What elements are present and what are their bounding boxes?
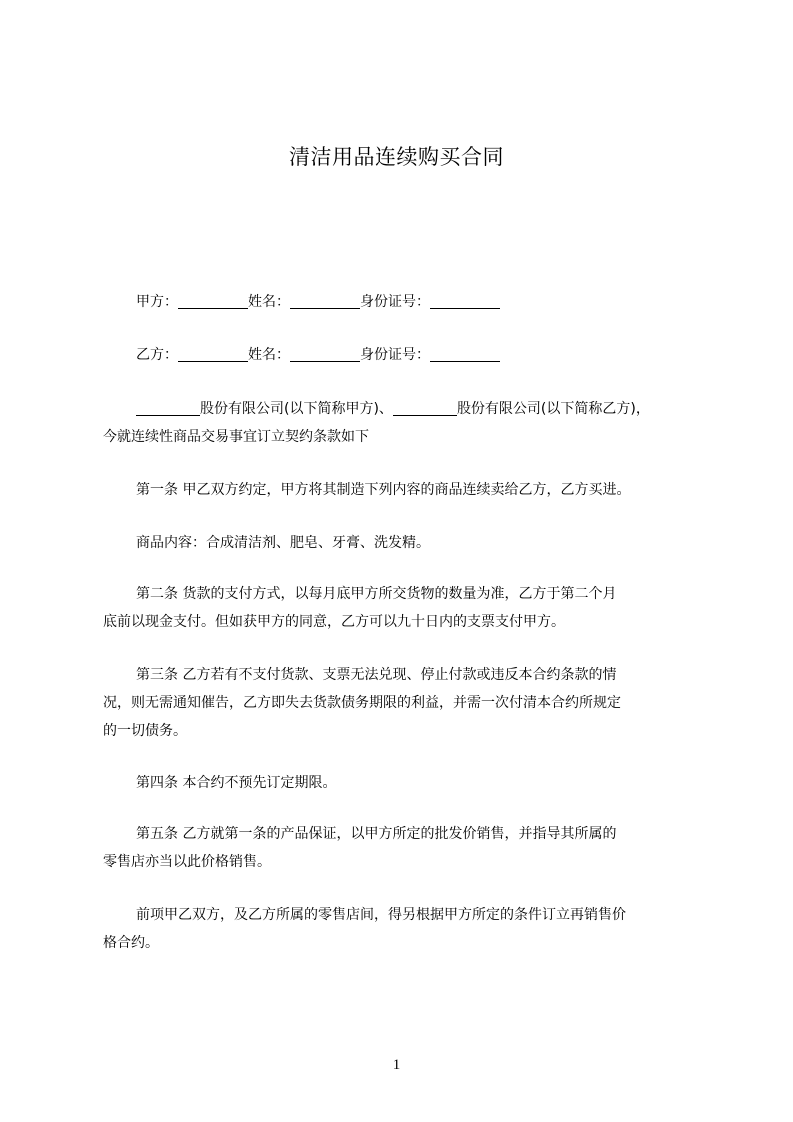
resale-paragraph — [103, 901, 703, 957]
party-a-name-blank[interactable] — [290, 292, 360, 309]
party-b-name-label: 姓名： — [248, 347, 290, 363]
article-3 — [103, 661, 703, 745]
party-b-name-blank[interactable] — [290, 345, 360, 362]
intro-line-2: 今就连续性商品交易事宜订立契约条款如下 — [103, 429, 369, 445]
intro-seg-2: 股份有限公司(以下简称乙方)， — [456, 401, 650, 417]
article-5-line-2: 零售店亦当以此价格销售。 — [103, 854, 271, 870]
party-a-name-label: 姓名： — [248, 294, 290, 310]
article-2-line-1: 第二条 货款的支付方式，以每月底甲方所交货物的数量为准，乙方于第二个月 — [136, 586, 617, 602]
goods-content-line: 商品内容：合成清洁剂、肥皂、牙膏、洗发精。 — [136, 535, 430, 551]
intro-seg-1: 股份有限公司(以下简称甲方)、 — [200, 401, 393, 417]
resale-line-2: 格合约。 — [103, 935, 159, 951]
party-a-label: 甲方： — [136, 294, 178, 310]
intro-paragraph — [103, 395, 703, 451]
article-2-line-2: 底前以现金支付。但如获甲方的同意，乙方可以九十日内的支票支付甲方。 — [103, 614, 565, 630]
page-number: 1 — [392, 1057, 401, 1073]
party-a-id-blank[interactable] — [430, 292, 500, 309]
article-5-line-1: 第五条 乙方就第一条的产品保证，以甲方所定的批发价销售，并指导其所属的 — [136, 826, 617, 842]
article-1 — [103, 476, 703, 504]
party-a-line — [136, 288, 736, 316]
party-b-line — [136, 341, 736, 369]
party-b-label: 乙方： — [136, 347, 178, 363]
goods-content — [103, 529, 703, 557]
company-b-blank[interactable] — [393, 399, 457, 416]
article-2 — [103, 580, 703, 636]
resale-line-1: 前项甲乙双方，及乙方所属的零售店间，得另根据甲方所定的条件订立再销售价 — [136, 907, 626, 923]
company-a-blank[interactable] — [136, 399, 200, 416]
article-1-line: 第一条 甲乙双方约定，甲方将其制造下列内容的商品连续卖给乙方，乙方买进。 — [136, 482, 631, 498]
party-a-id-label: 身份证号： — [360, 294, 430, 310]
page-title: 清洁用品连续购买合同 — [289, 145, 504, 169]
party-b-id-blank[interactable] — [430, 345, 500, 362]
party-b-blank[interactable] — [178, 345, 248, 362]
article-3-line-3: 的一切债务。 — [103, 723, 187, 739]
party-a-blank[interactable] — [178, 292, 248, 309]
article-5 — [103, 820, 703, 876]
article-3-line-2: 况，则无需通知催告，乙方即失去货款债务期限的利益，并需一次付清本合约所规定 — [103, 695, 621, 711]
article-3-line-1: 第三条 乙方若有不支付货款、支票无法兑现、停止付款或违反本合约条款的情 — [136, 667, 617, 683]
article-4-line: 第四条 本合约不预先订定期限。 — [136, 775, 337, 791]
party-b-id-label: 身份证号： — [360, 347, 430, 363]
intro-line-1 — [103, 395, 703, 423]
article-4 — [103, 769, 703, 797]
